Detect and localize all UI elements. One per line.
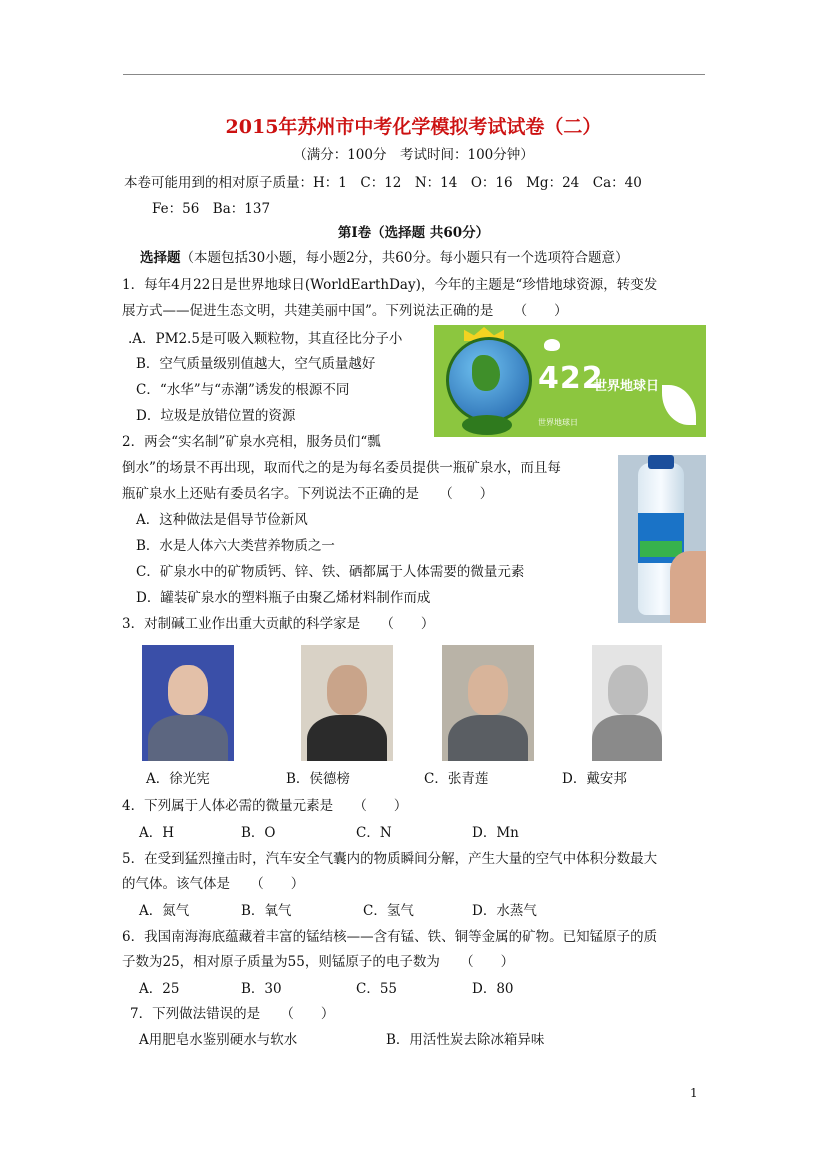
earth-day-number: 422 (538, 361, 604, 396)
q5-option-c: C．氢气 (363, 903, 414, 919)
grass-base (462, 415, 512, 435)
bird-icon (544, 339, 560, 351)
q5-option-b: B．氧气 (241, 903, 292, 919)
q2-option-d: D．罐装矿泉水的塑料瓶子由聚乙烯材料制作而成 (136, 590, 431, 606)
atomic-mass-line-1: 本卷可能用到的相对原子质量：H：1 C：12 N：14 O：16 Mg：24 Ca：40 (124, 175, 642, 191)
q6-option-b: B．30 (241, 981, 282, 997)
portrait-b (301, 645, 393, 761)
earth-day-label: 世界地球日 (594, 379, 660, 394)
instructions (140, 249, 628, 267)
instructions-rest: （本题包括30小题，每小题2分，共60分。每小题只有一个选项符合题意） (180, 250, 629, 266)
exam-title: 2015年苏州市中考化学模拟考试试卷（二） (225, 116, 602, 138)
portrait-c (442, 645, 534, 761)
q4-option-c: C．N (356, 825, 392, 841)
page-number: 1 (690, 1086, 698, 1100)
portrait-d (592, 645, 662, 761)
portrait-c-head (468, 665, 508, 715)
bottle-cap (648, 455, 674, 469)
q4-stem: 4．下列属于人体必需的微量元素是 （ ） (122, 798, 408, 814)
portrait-a-suit (148, 715, 228, 761)
portrait-d-head (608, 665, 648, 715)
instructions-bold: 选择题 (140, 250, 181, 266)
q3-option-a: A．徐光宪 (146, 771, 210, 787)
q6-option-a: A．25 (139, 981, 180, 997)
q5-stem-line-1: 5．在受到猛烈撞击时，汽车安全气囊内的物质瞬间分解，产生大量的空气中体积分数最大 (122, 851, 658, 867)
q6-option-d: D．80 (472, 981, 514, 997)
q3-option-c: C．张青莲 (424, 771, 489, 787)
q2-option-a: A．这种做法是倡导节俭新风 (136, 512, 308, 528)
portrait-d-suit (592, 715, 662, 761)
q1-option-c: C．“水华”与“赤潮”诱发的根源不同 (136, 382, 350, 398)
atomic-mass-line-2: Fe：56 Ba：137 (152, 201, 271, 217)
q7-option-b: B．用活性炭去除冰箱异味 (386, 1032, 545, 1048)
portrait-b-head (327, 665, 367, 715)
q3-option-d: D．戴安邦 (562, 771, 627, 787)
q1-option-d: D．垃圾是放错位置的资源 (136, 408, 296, 424)
earth-day-image (434, 325, 706, 437)
q2-stem-line-3: 瓶矿泉水上还贴有委员名字。下列说法不正确的是 （ ） (122, 486, 494, 502)
globe-land (472, 355, 500, 391)
q6-stem-line-2: 子数为25，相对原子质量为55，则锰原子的电子数为 （ ） (122, 954, 515, 970)
q2-option-c: C．矿泉水中的矿物质钙、锌、铁、硒都属于人体需要的微量元素 (136, 564, 525, 580)
q7-stem: 7．下列做法错误的是 （ ） (130, 1006, 335, 1022)
q2-option-b: B．水是人体六大类营养物质之一 (136, 538, 335, 554)
portrait-a (142, 645, 234, 761)
portrait-a-head (168, 665, 208, 715)
q1-stem-line-1: 1．每年4月22日是世界地球日(WorldEarthDay)，今年的主题是“珍惜地球资源，转变发 (122, 277, 658, 293)
mineral-water-bottle-image (618, 455, 706, 623)
q6-stem-line-1: 6．我国南海海底蕴藏着丰富的锰结核——含有锰、铁、铜等金属的矿物。已知锰原子的质 (122, 929, 658, 945)
q7-option-a: A用肥皂水鉴别硬水与软水 (139, 1032, 298, 1048)
portrait-c-suit (448, 715, 528, 761)
q2-stem-line-1: 2．两会“实名制”矿泉水亮相，服务员们“瓢 (122, 434, 381, 450)
q1-stem-line-2: 展方式——促进生态文明，共建美丽中国”。下列说法正确的是 （ ） (122, 303, 568, 319)
header-rule (123, 74, 705, 75)
q5-stem-line-2: 的气体。该气体是 （ ） (122, 876, 305, 892)
q4-option-a: A．H (139, 825, 175, 841)
bottle-name-tag (640, 541, 682, 557)
q3-option-b: B．侯德榜 (286, 771, 350, 787)
q4-option-d: D．Mn (472, 825, 519, 841)
part1-heading: 第Ⅰ卷（选择题 共60分） (337, 225, 490, 241)
q3-stem: 3．对制碱工业作出重大贡献的科学家是 （ ） (122, 616, 435, 632)
earth-day-caption: 世界地球日 (538, 418, 578, 427)
q5-option-d: D．水蒸气 (472, 903, 537, 919)
exam-subtitle: （满分：100分 考试时间：100分钟） (293, 147, 534, 163)
portrait-b-suit (307, 715, 387, 761)
q2-stem-line-2: 倒水”的场景不再出现，取而代之的是为每名委员提供一瓶矿泉水，而且每 (122, 460, 561, 476)
hand-shape (670, 551, 706, 623)
leaf-icon (662, 385, 696, 425)
q5-option-a: A．氮气 (139, 903, 190, 919)
q6-option-c: C．55 (356, 981, 398, 997)
q4-option-b: B．O (241, 825, 276, 841)
q1-option-a: .A．PM2.5是可吸入颗粒物，其直径比分子小 (128, 331, 403, 347)
q1-option-b: B．空气质量级别值越大，空气质量越好 (136, 356, 376, 372)
